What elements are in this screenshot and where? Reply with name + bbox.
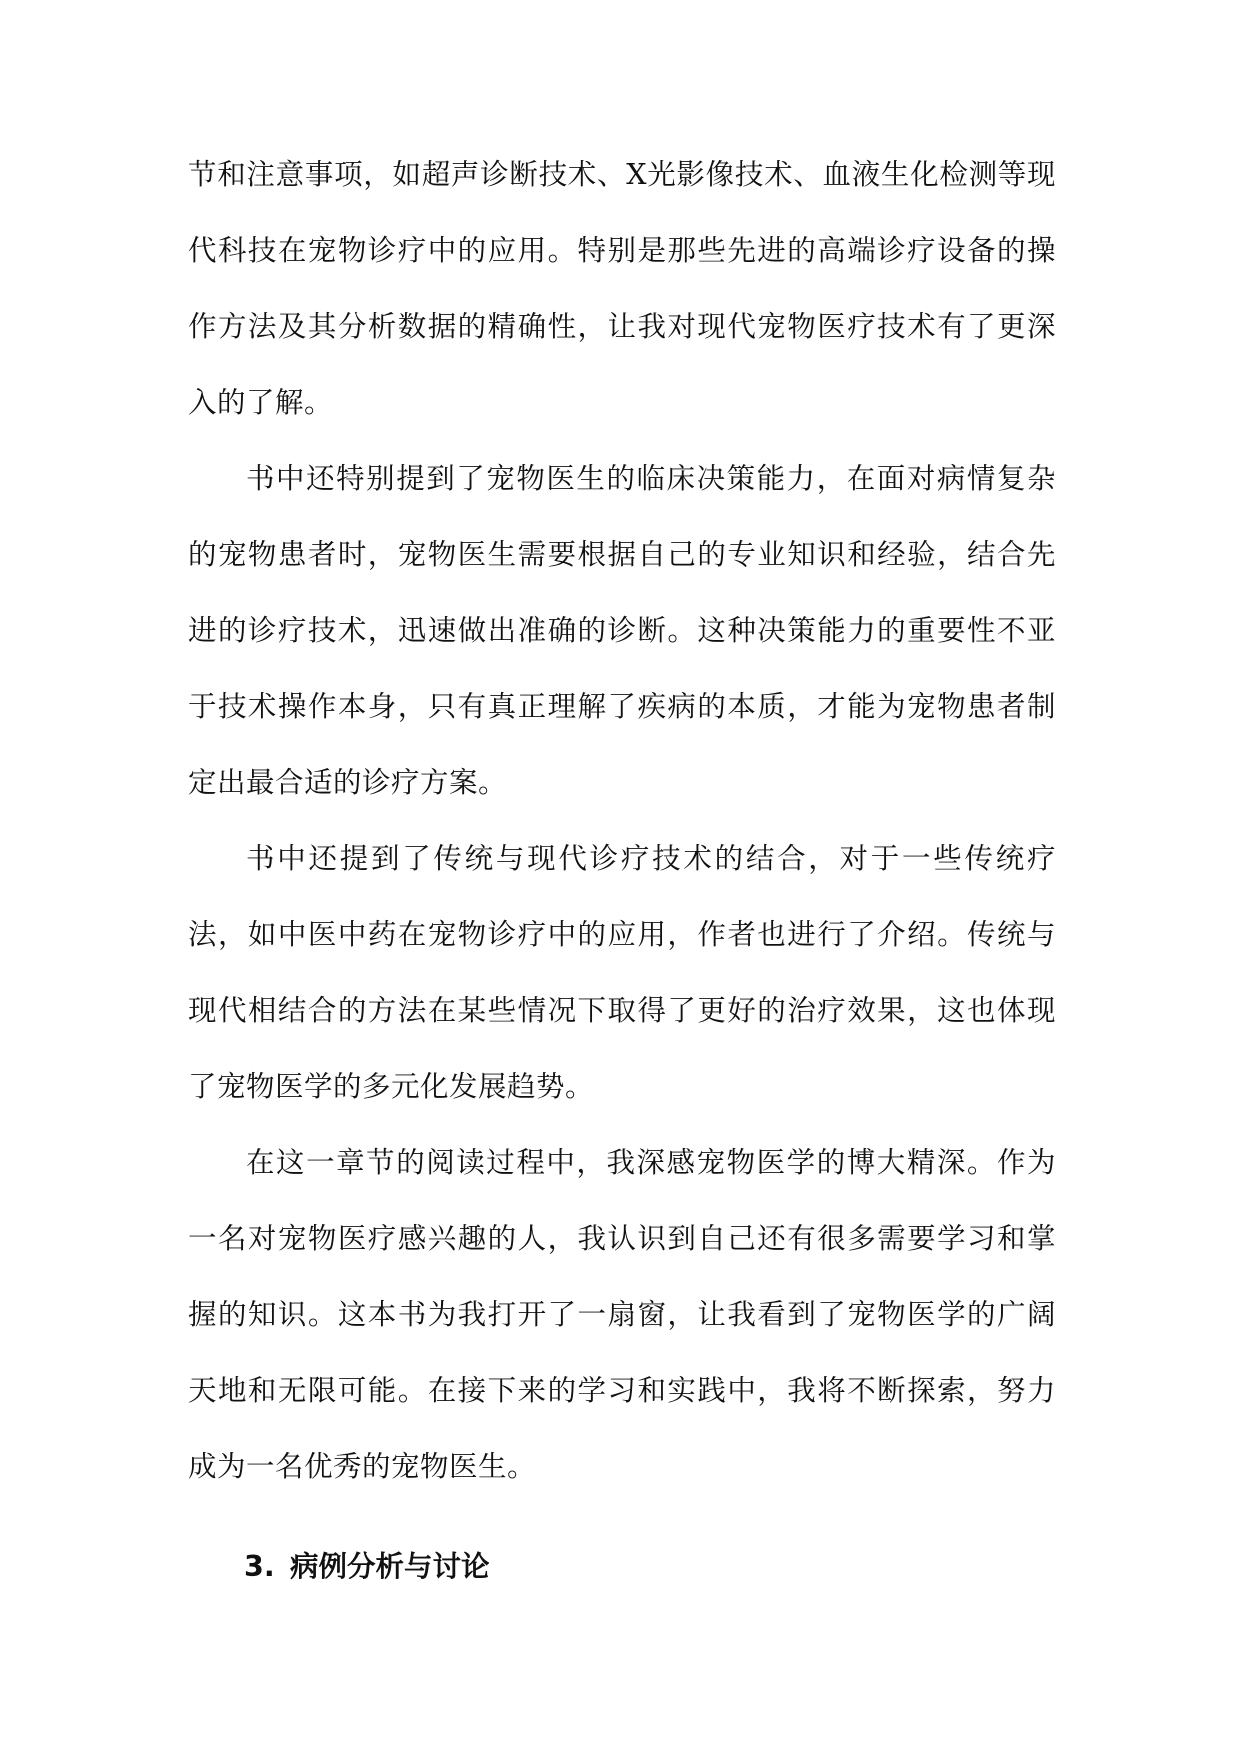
paragraph-reflection: 在这一章节的阅读过程中，我深感宠物医学的博大精深。作为一名对宠物医疗感兴趣的人，我认识到自己还有很多需要学习和掌握的知识。这本书为我打开了一扇窗，让我看到了宠物医学的广阔天地和无限可能。在接下来的学习和实践中，我将不断探索，努力成为一名优秀的宠物医生。 <box>188 1146 1056 1483</box>
paragraph-traditional-modern: 书中还提到了传统与现代诊疗技术的结合，对于一些传统疗法，如中医中药在宠物诊疗中的应用，作者也进行了介绍。传统与现代相结合的方法在某些情况下取得了更好的治疗效果，这也体现了宠物医学的多元化发展趋势。 <box>188 842 1056 1103</box>
paragraph-clinical-decision: 书中还特别提到了宠物医生的临床决策能力，在面对病情复杂的宠物患者时，宠物医生需要根据自己的专业知识和经验，结合先进的诊疗技术，迅速做出准确的诊断。这种决策能力的重要性不亚于技术操作本身，只有真正理解了疾病的本质，才能为宠物患者制定出最合适的诊疗方案。 <box>188 462 1056 799</box>
paragraph-continued: 节和注意事项，如超声诊断技术、X光影像技术、血液生化检测等现代科技在宠物诊疗中的应用。特别是那些先进的高端诊疗设备的操作方法及其分析数据的精确性，让我对现代宠物医疗技术有了更深入的了解。 <box>188 158 1056 419</box>
section-heading <box>244 1543 490 1591</box>
section-number: 3. <box>244 1550 275 1583</box>
body-text <box>188 137 1056 1505</box>
section-title: 病例分析与讨论 <box>290 1550 490 1583</box>
